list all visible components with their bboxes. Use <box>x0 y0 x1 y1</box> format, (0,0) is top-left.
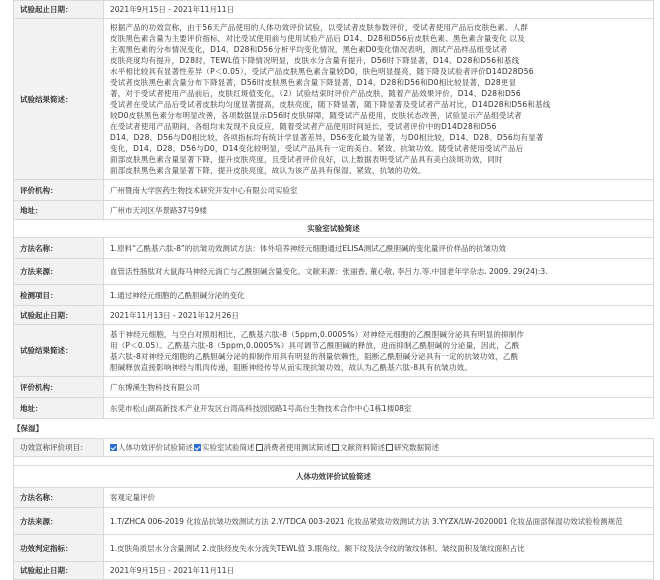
test-item-value: 1.通过神经元细胞的乙酰胆碱分泌的变化 <box>104 285 654 306</box>
trial-summary-label: 试验结果简述： <box>14 19 104 180</box>
checkbox-consumer-test[interactable] <box>256 444 263 451</box>
trial-dates-label: 试验起止日期： <box>14 1 104 19</box>
m-method-label: 方法名称： <box>14 488 104 508</box>
lab-dates-value: 2021年11月13日 - 2021年12月26日 <box>104 306 654 325</box>
efficacy-items-label: 功效宣称评价项目： <box>14 439 104 457</box>
summary-line: 主观黑色素的分布情况变化，D14、D28和D56分析平均变化情况，黑色素D0变化情况表明，测试产品样品组受试者 <box>110 45 508 54</box>
checkbox-literature[interactable] <box>332 444 339 451</box>
method-source-value: 血管活性肠肽对大鼠海马神经元淌亡与乙酰胆碱含量变化。文献来源：张丽香, 董心敬, 李吕力.等.中国老年学杂志. 2009. 29(24):3. <box>104 259 654 285</box>
summary-line: 皮肤亮度均有提升，D28时，TEWL值下降情况明显，皮肤水分含量有提升，D56时下降显著，D14、D28和D56和基线 <box>110 56 520 65</box>
summary-line: 著，对于受试者使用产品前后，皮肤红斑值变化，（2）试验结束时评价产品皮肤，随着产品效果评价，D14、D28和D56 <box>110 89 521 98</box>
eval-org-value: 广州暨南大学医药生物技术研究开发中心有限公司实验室 <box>104 180 654 201</box>
human-section-title: 人体功效评价试验简述 <box>14 466 654 488</box>
row-lab-address <box>14 398 654 419</box>
checkbox-research-data[interactable] <box>386 444 393 451</box>
summary-line: 在受试者使用产品期间，各组均未发现不良反应，随着受试者产品使用时间延长，受试者评价中的D14D28和D56 <box>110 122 497 131</box>
row-method-source <box>14 259 654 285</box>
eval-org-label: 评价机构： <box>14 180 104 201</box>
checkbox-human-trial[interactable] <box>110 444 117 451</box>
lab-org-value: 广东博溪生物科技有限公司 <box>104 377 654 398</box>
row-lab-summary <box>14 325 654 377</box>
summary-line: 变化，D14、D28、D56与D0，D14变化较明显，受试产品具有一定的美白、紧致、抗皱功效。随受试者使用受试产品后 <box>110 144 524 153</box>
lab-address-label: 地址： <box>14 398 104 419</box>
row-m-dates <box>14 562 654 580</box>
m-source-value: 1.T/ZHCA 006-2019 化妆品抗皱功效测试方法 2.Y/TDCA 003-2021 化妆品紧致功效测试方法 3.YYZX/LW-2020001 化妆品面部保湿功效试验检测规范 <box>104 508 654 535</box>
method-name-value: 1.原料“乙酰基六肽-8”的抗皱功效测试方法：体外培养神经元细胞通过ELISA测试乙酰胆碱的变化量评价样品的抗皱功效 <box>104 238 654 259</box>
option-lab-trial-label: 实验室试验简述 <box>202 443 255 452</box>
summary-line: 用（P＜0.05）。乙酰基六肽-8（5ppm,0.0005%）具可调节乙酰胆碱的释放，进而抑制乙酰胆碱的分泌量，因此，乙酰 <box>110 340 520 350</box>
m-dates-value: 2021年9月15日 - 2021年11月11日 <box>104 562 654 580</box>
lab-org-label: 评价机构： <box>14 377 104 398</box>
summary-line: 受试者皮肤黑色素含量分布下降显著，D56时皮肤黑色素含量下降显著，D14、D28和D56和D0相比较显著，D28更显 <box>110 78 517 87</box>
summary-line: 根据产品的功效宣称，由于56天产品使用的人体功效评价试验，以受试者皮肤参数评价，受试者使用产品后皮肤色素、人群 <box>110 23 529 32</box>
option-human-trial-label: 人体功效评价试验简述 <box>118 443 193 452</box>
summary-line: 面部皮肤黑色素含量显著下降，提升皮肤亮度，且受试者评价良好，以上数据表明受试产品具有美白淡斑功效，同时 <box>110 155 503 164</box>
lab-section-title: 实验室试验简述 <box>14 220 654 238</box>
m-method-value: 客观定量评价 <box>104 488 654 508</box>
m-indicator-label: 功效判定指标： <box>14 535 104 562</box>
test-item-label: 检测项目： <box>14 285 104 306</box>
method-name-label: 方法名称： <box>14 238 104 259</box>
row-trial-summary <box>14 19 654 180</box>
summary-line: 胆碱释放直接影响神经与肌肉传递，阻断神经传导从而实现抗皱功效，故认为乙酰基六肽-8具有抗皱功效。 <box>110 362 473 372</box>
row-m-indicator <box>14 535 654 562</box>
option-research-data-label: 研究数据简述 <box>394 443 439 452</box>
address-label: 地址： <box>14 201 104 220</box>
human-section-header-row <box>14 466 654 488</box>
row-trial-dates <box>14 1 654 19</box>
summary-line: D14、D28、D56与D0相比较，各项指标均有统计学显著差异，D56变化最为显著，与D0相比较，D14、D28、D56均有显著 <box>110 133 544 142</box>
lab-address-value: 东莞市松山湖高新技术产业开发区台湾高科技园园路1号高台生物技术合作中心1栋1楼08室 <box>104 398 654 419</box>
m-indicator-value: 1.皮肤角质层水分含量测试 2.皮肤经皮失水分流失TEWL值 3.眼角纹、额下纹及法令纹的皱纹体积、皱纹面积及皱纹面积占比 <box>104 535 654 562</box>
moisture-section-title: 【保湿】 <box>13 424 43 433</box>
efficacy-options <box>104 439 654 457</box>
lab-summary-label: 试验结果简述： <box>14 325 104 377</box>
row-address <box>14 201 654 220</box>
option-literature-label: 文献资料简述 <box>340 443 385 452</box>
summary-line: 基于神经元细胞，与空白对照组相比，乙酰基六肽-8（5ppm,0.0005%）对神经元细胞的乙酰胆碱分泌具有明显的抑制作 <box>110 329 525 339</box>
summary-line: 较D0皮肤黑色素分布明显改善，各项数据显示D56时皮肤屏障，随受试产品使用，皮肤状态改善，试验显示产品组受试者 <box>110 111 522 120</box>
method-source-label: 方法来源： <box>14 259 104 285</box>
summary-line: 受试者在受试产品后受试者皮肤均匀度显著提高，皮肤亮度，随下降显著，随下降显著及受试者产品对比，D14D28和D56和基线 <box>110 100 551 109</box>
option-consumer-test-label: 消费者使用测试简述 <box>263 443 331 452</box>
lab-summary-text <box>104 325 654 377</box>
trial-dates-value: 2021年9月15日 - 2021年11月11日 <box>104 1 654 19</box>
m-source-label: 方法来源： <box>14 508 104 535</box>
row-eval-org <box>14 180 654 201</box>
trial-summary-text <box>104 19 654 180</box>
summary-line: 基六肽-8对神经元细胞的乙酰胆碱分泌的抑制作用具有明显的剂量依赖性，阻断乙酰胆碱分泌具有一定的抗皱功效，乙酰 <box>110 351 519 361</box>
summary-line: 水平相比较具有显著性差异（P＜0.05），受试产品皮肤黑色素含量较D0，肤色明显提亮，随下降及试验者评价D14D28D56 <box>110 67 534 76</box>
row-method-name <box>14 238 654 259</box>
summary-line: 面部皮肤黑色素含量显著下降，提升皮肤亮度，故认为该产品具有保湿、紧致、抗皱的功效。 <box>110 166 426 175</box>
lab-section-header-row <box>14 220 654 238</box>
moisture-table <box>13 438 654 580</box>
blank-row <box>14 457 654 466</box>
checkbox-lab-trial[interactable] <box>194 444 201 451</box>
m-dates-label: 试验起止日期： <box>14 562 104 580</box>
row-efficacy-items <box>14 439 654 457</box>
row-lab-org <box>14 377 654 398</box>
summary-line: 皮肤黑色素含量为主要评价指标，对比受试使用前与使用试验产品后 D14、D28和D56后皮肤色素、黑色素含量变化 以及 <box>110 34 525 43</box>
row-m-source <box>14 508 654 535</box>
lab-dates-label: 试验起止日期： <box>14 306 104 325</box>
row-lab-dates <box>14 306 654 325</box>
row-spacer <box>14 457 654 466</box>
row-m-method <box>14 488 654 508</box>
human-trial-table-top <box>13 0 654 419</box>
address-value: 广州市天河区华景路37号9楼 <box>104 201 654 220</box>
row-test-item <box>14 285 654 306</box>
